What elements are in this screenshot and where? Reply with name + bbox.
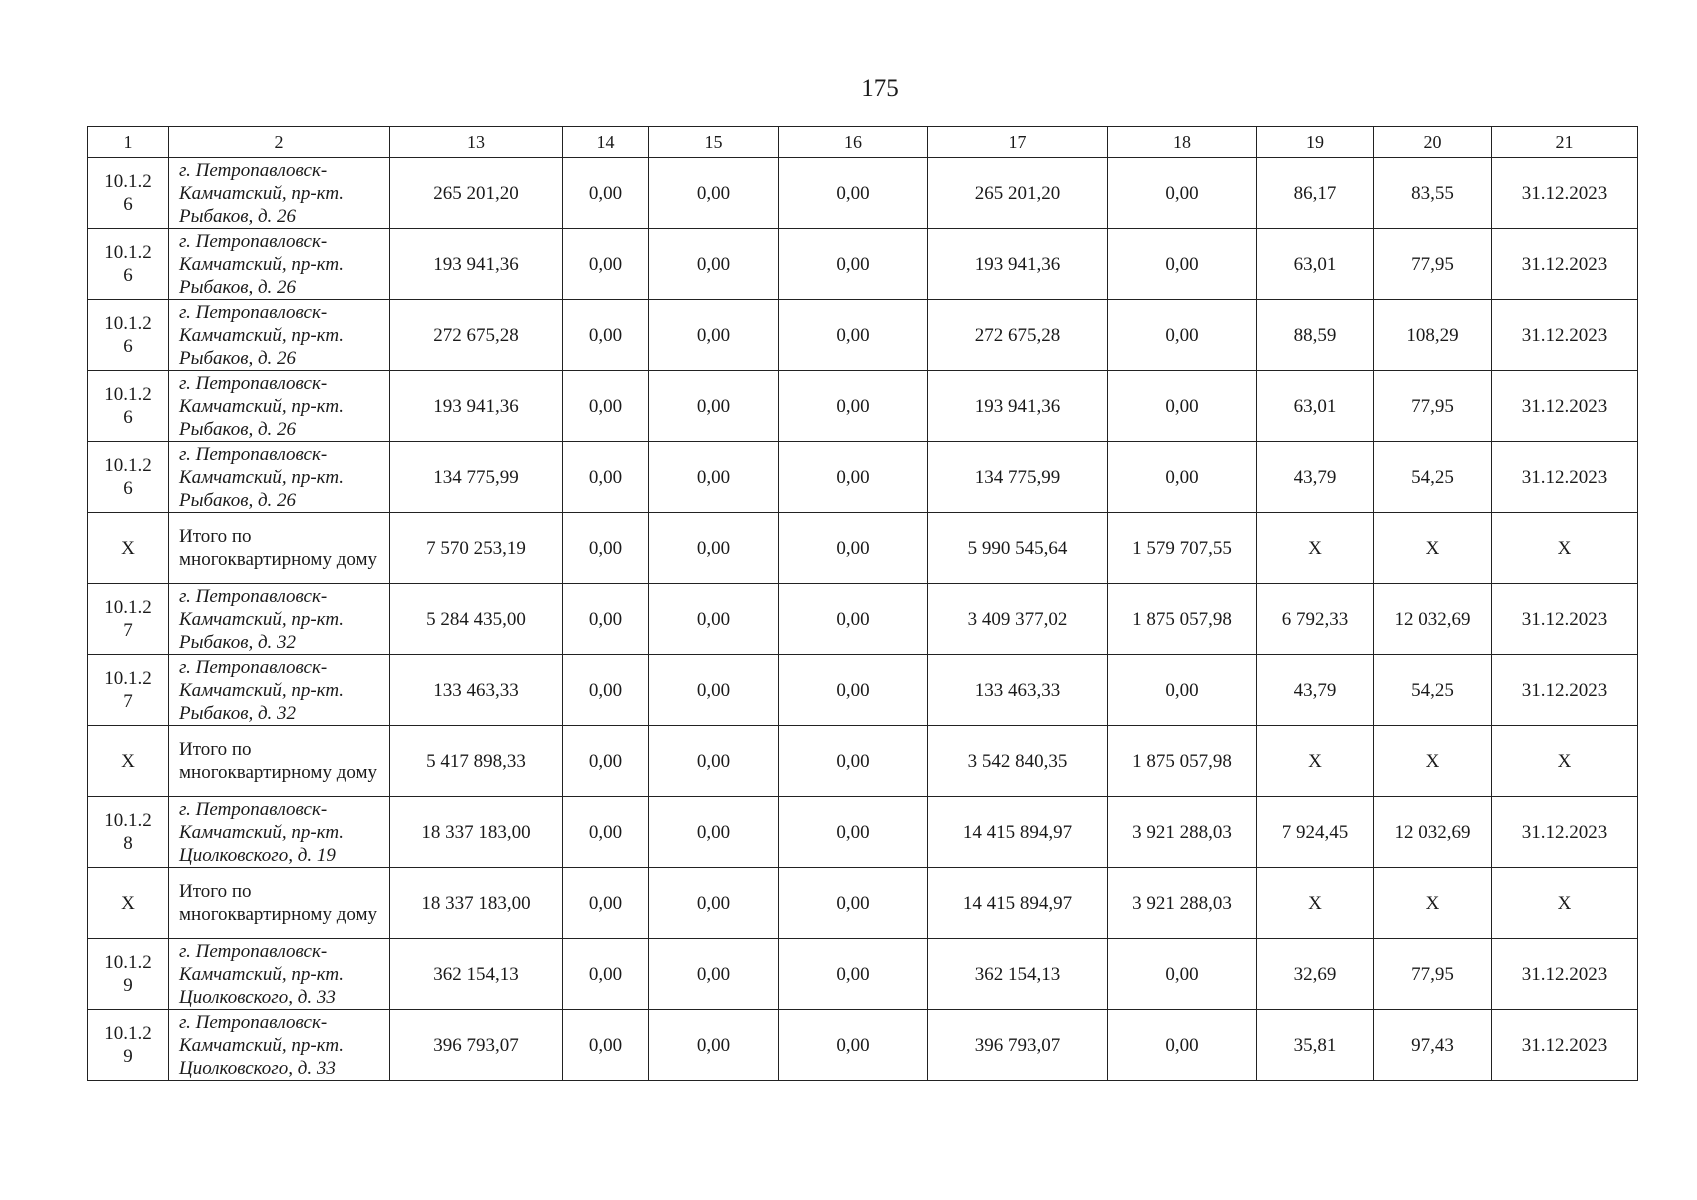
cell-col-19: 88,59 (1257, 300, 1374, 371)
table-row (88, 1010, 1638, 1081)
cell-col-14: 0,00 (563, 513, 649, 584)
cell-col-13: 133 463,33 (390, 655, 563, 726)
cell-col-15: 0,00 (649, 868, 779, 939)
cell-col-15: 0,00 (649, 442, 779, 513)
cell-col-18: 3 921 288,03 (1108, 868, 1257, 939)
cell-col-19: 63,01 (1257, 229, 1374, 300)
cell-col-13: 193 941,36 (390, 229, 563, 300)
cell-col-14: 0,00 (563, 229, 649, 300)
table-row (88, 442, 1638, 513)
cell-col-19: X (1257, 513, 1374, 584)
row-code: 10.1.2 9 (88, 1010, 169, 1081)
column-header: 21 (1492, 127, 1638, 158)
cell-col-18: 0,00 (1108, 300, 1257, 371)
cell-col-16: 0,00 (779, 300, 928, 371)
cell-col-17: 193 941,36 (928, 229, 1108, 300)
row-address: г. Петропавловск-Камчатский, пр-кт. Циолковского, д. 33 (169, 939, 390, 1010)
cell-col-16: 0,00 (779, 229, 928, 300)
row-code: 10.1.2 9 (88, 939, 169, 1010)
row-code: 10.1.2 7 (88, 655, 169, 726)
cell-col-17: 3 409 377,02 (928, 584, 1108, 655)
cell-col-14: 0,00 (563, 726, 649, 797)
row-code: 10.1.2 6 (88, 442, 169, 513)
row-address: г. Петропавловск-Камчатский, пр-кт. Рыбаков, д. 26 (169, 371, 390, 442)
row-address: г. Петропавловск-Камчатский, пр-кт. Рыбаков, д. 26 (169, 229, 390, 300)
cell-col-14: 0,00 (563, 158, 649, 229)
table-row (88, 300, 1638, 371)
page-number: 175 (861, 75, 899, 102)
cell-col-13: 272 675,28 (390, 300, 563, 371)
row-code: 10.1.2 7 (88, 584, 169, 655)
cell-col-13: 5 284 435,00 (390, 584, 563, 655)
cell-col-18: 0,00 (1108, 229, 1257, 300)
row-address: г. Петропавловск-Камчатский, пр-кт. Циолковского, д. 33 (169, 1010, 390, 1081)
cell-col-15: 0,00 (649, 1010, 779, 1081)
cell-col-21: 31.12.2023 (1492, 371, 1638, 442)
column-header: 2 (169, 127, 390, 158)
data-table (87, 126, 1638, 1081)
cell-col-21: 31.12.2023 (1492, 158, 1638, 229)
cell-col-21: 31.12.2023 (1492, 1010, 1638, 1081)
cell-col-19: 7 924,45 (1257, 797, 1374, 868)
cell-col-15: 0,00 (649, 939, 779, 1010)
cell-col-19: 86,17 (1257, 158, 1374, 229)
cell-col-14: 0,00 (563, 797, 649, 868)
column-header: 20 (1374, 127, 1492, 158)
cell-col-20: X (1374, 513, 1492, 584)
column-header: 1 (88, 127, 169, 158)
cell-col-13: 396 793,07 (390, 1010, 563, 1081)
row-total-label: Итого по многоквартирному дому (169, 726, 390, 797)
cell-col-21: 31.12.2023 (1492, 300, 1638, 371)
cell-col-20: X (1374, 726, 1492, 797)
cell-col-15: 0,00 (649, 513, 779, 584)
cell-col-15: 0,00 (649, 158, 779, 229)
row-code: X (88, 868, 169, 939)
cell-col-17: 265 201,20 (928, 158, 1108, 229)
cell-col-19: X (1257, 868, 1374, 939)
cell-col-18: 1 875 057,98 (1108, 584, 1257, 655)
cell-col-16: 0,00 (779, 513, 928, 584)
cell-col-15: 0,00 (649, 726, 779, 797)
cell-col-15: 0,00 (649, 797, 779, 868)
table-row (88, 229, 1638, 300)
cell-col-14: 0,00 (563, 1010, 649, 1081)
table-body (88, 158, 1638, 1081)
column-header: 16 (779, 127, 928, 158)
cell-col-21: 31.12.2023 (1492, 797, 1638, 868)
row-code: 10.1.2 8 (88, 797, 169, 868)
cell-col-17: 396 793,07 (928, 1010, 1108, 1081)
cell-col-18: 0,00 (1108, 655, 1257, 726)
total-row (88, 513, 1638, 584)
cell-col-15: 0,00 (649, 229, 779, 300)
row-address: г. Петропавловск-Камчатский, пр-кт. Рыбаков, д. 32 (169, 584, 390, 655)
cell-col-17: 272 675,28 (928, 300, 1108, 371)
cell-col-18: 0,00 (1108, 1010, 1257, 1081)
cell-col-19: X (1257, 726, 1374, 797)
row-code: 10.1.2 6 (88, 158, 169, 229)
cell-col-14: 0,00 (563, 300, 649, 371)
cell-col-18: 0,00 (1108, 939, 1257, 1010)
row-total-label: Итого по многоквартирному дому (169, 868, 390, 939)
cell-col-20: X (1374, 868, 1492, 939)
cell-col-19: 35,81 (1257, 1010, 1374, 1081)
cell-col-16: 0,00 (779, 797, 928, 868)
cell-col-13: 193 941,36 (390, 371, 563, 442)
cell-col-20: 54,25 (1374, 442, 1492, 513)
cell-col-16: 0,00 (779, 868, 928, 939)
cell-col-20: 83,55 (1374, 158, 1492, 229)
row-address: г. Петропавловск-Камчатский, пр-кт. Рыбаков, д. 26 (169, 300, 390, 371)
cell-col-13: 362 154,13 (390, 939, 563, 1010)
cell-col-18: 1 875 057,98 (1108, 726, 1257, 797)
row-address: г. Петропавловск-Камчатский, пр-кт. Циолковского, д. 19 (169, 797, 390, 868)
row-address: г. Петропавловск-Камчатский, пр-кт. Рыбаков, д. 26 (169, 442, 390, 513)
cell-col-20: 77,95 (1374, 229, 1492, 300)
cell-col-17: 193 941,36 (928, 371, 1108, 442)
cell-col-21: 31.12.2023 (1492, 584, 1638, 655)
cell-col-13: 134 775,99 (390, 442, 563, 513)
cell-col-16: 0,00 (779, 726, 928, 797)
cell-col-16: 0,00 (779, 939, 928, 1010)
column-header: 19 (1257, 127, 1374, 158)
cell-col-14: 0,00 (563, 371, 649, 442)
cell-col-13: 18 337 183,00 (390, 797, 563, 868)
header-row (88, 127, 1638, 158)
cell-col-14: 0,00 (563, 868, 649, 939)
cell-col-15: 0,00 (649, 584, 779, 655)
cell-col-21: 31.12.2023 (1492, 229, 1638, 300)
cell-col-15: 0,00 (649, 655, 779, 726)
cell-col-20: 108,29 (1374, 300, 1492, 371)
cell-col-16: 0,00 (779, 371, 928, 442)
cell-col-19: 43,79 (1257, 655, 1374, 726)
cell-col-13: 265 201,20 (390, 158, 563, 229)
total-row (88, 868, 1638, 939)
cell-col-19: 43,79 (1257, 442, 1374, 513)
cell-col-21: 31.12.2023 (1492, 939, 1638, 1010)
cell-col-13: 7 570 253,19 (390, 513, 563, 584)
cell-col-15: 0,00 (649, 371, 779, 442)
row-code: 10.1.2 6 (88, 371, 169, 442)
row-address: г. Петропавловск-Камчатский, пр-кт. Рыбаков, д. 26 (169, 158, 390, 229)
cell-col-16: 0,00 (779, 442, 928, 513)
cell-col-16: 0,00 (779, 584, 928, 655)
cell-col-19: 32,69 (1257, 939, 1374, 1010)
cell-col-21: 31.12.2023 (1492, 655, 1638, 726)
row-address: г. Петропавловск-Камчатский, пр-кт. Рыбаков, д. 32 (169, 655, 390, 726)
cell-col-16: 0,00 (779, 158, 928, 229)
cell-col-21: X (1492, 868, 1638, 939)
cell-col-16: 0,00 (779, 655, 928, 726)
cell-col-20: 12 032,69 (1374, 797, 1492, 868)
table-row (88, 584, 1638, 655)
cell-col-17: 3 542 840,35 (928, 726, 1108, 797)
cell-col-14: 0,00 (563, 442, 649, 513)
cell-col-18: 0,00 (1108, 371, 1257, 442)
cell-col-19: 63,01 (1257, 371, 1374, 442)
table-row (88, 655, 1638, 726)
row-code: X (88, 726, 169, 797)
cell-col-13: 5 417 898,33 (390, 726, 563, 797)
row-code: 10.1.2 6 (88, 229, 169, 300)
cell-col-18: 3 921 288,03 (1108, 797, 1257, 868)
cell-col-21: X (1492, 726, 1638, 797)
row-code: X (88, 513, 169, 584)
cell-col-17: 5 990 545,64 (928, 513, 1108, 584)
column-header: 14 (563, 127, 649, 158)
cell-col-13: 18 337 183,00 (390, 868, 563, 939)
row-total-label: Итого по многоквартирному дому (169, 513, 390, 584)
cell-col-17: 134 775,99 (928, 442, 1108, 513)
cell-col-17: 14 415 894,97 (928, 797, 1108, 868)
table-row (88, 371, 1638, 442)
cell-col-21: 31.12.2023 (1492, 442, 1638, 513)
cell-col-14: 0,00 (563, 939, 649, 1010)
cell-col-17: 133 463,33 (928, 655, 1108, 726)
cell-col-14: 0,00 (563, 584, 649, 655)
cell-col-14: 0,00 (563, 655, 649, 726)
table-header (88, 127, 1638, 158)
column-header: 15 (649, 127, 779, 158)
column-header: 18 (1108, 127, 1257, 158)
cell-col-16: 0,00 (779, 1010, 928, 1081)
cell-col-17: 362 154,13 (928, 939, 1108, 1010)
table-row (88, 939, 1638, 1010)
row-code: 10.1.2 6 (88, 300, 169, 371)
table-row (88, 158, 1638, 229)
cell-col-18: 0,00 (1108, 442, 1257, 513)
cell-col-17: 14 415 894,97 (928, 868, 1108, 939)
total-row (88, 726, 1638, 797)
cell-col-15: 0,00 (649, 300, 779, 371)
column-header: 13 (390, 127, 563, 158)
cell-col-20: 77,95 (1374, 371, 1492, 442)
cell-col-18: 0,00 (1108, 158, 1257, 229)
column-header: 17 (928, 127, 1108, 158)
cell-col-18: 1 579 707,55 (1108, 513, 1257, 584)
cell-col-20: 54,25 (1374, 655, 1492, 726)
cell-col-21: X (1492, 513, 1638, 584)
cell-col-20: 12 032,69 (1374, 584, 1492, 655)
cell-col-20: 77,95 (1374, 939, 1492, 1010)
cell-col-20: 97,43 (1374, 1010, 1492, 1081)
table-row (88, 797, 1638, 868)
cell-col-19: 6 792,33 (1257, 584, 1374, 655)
